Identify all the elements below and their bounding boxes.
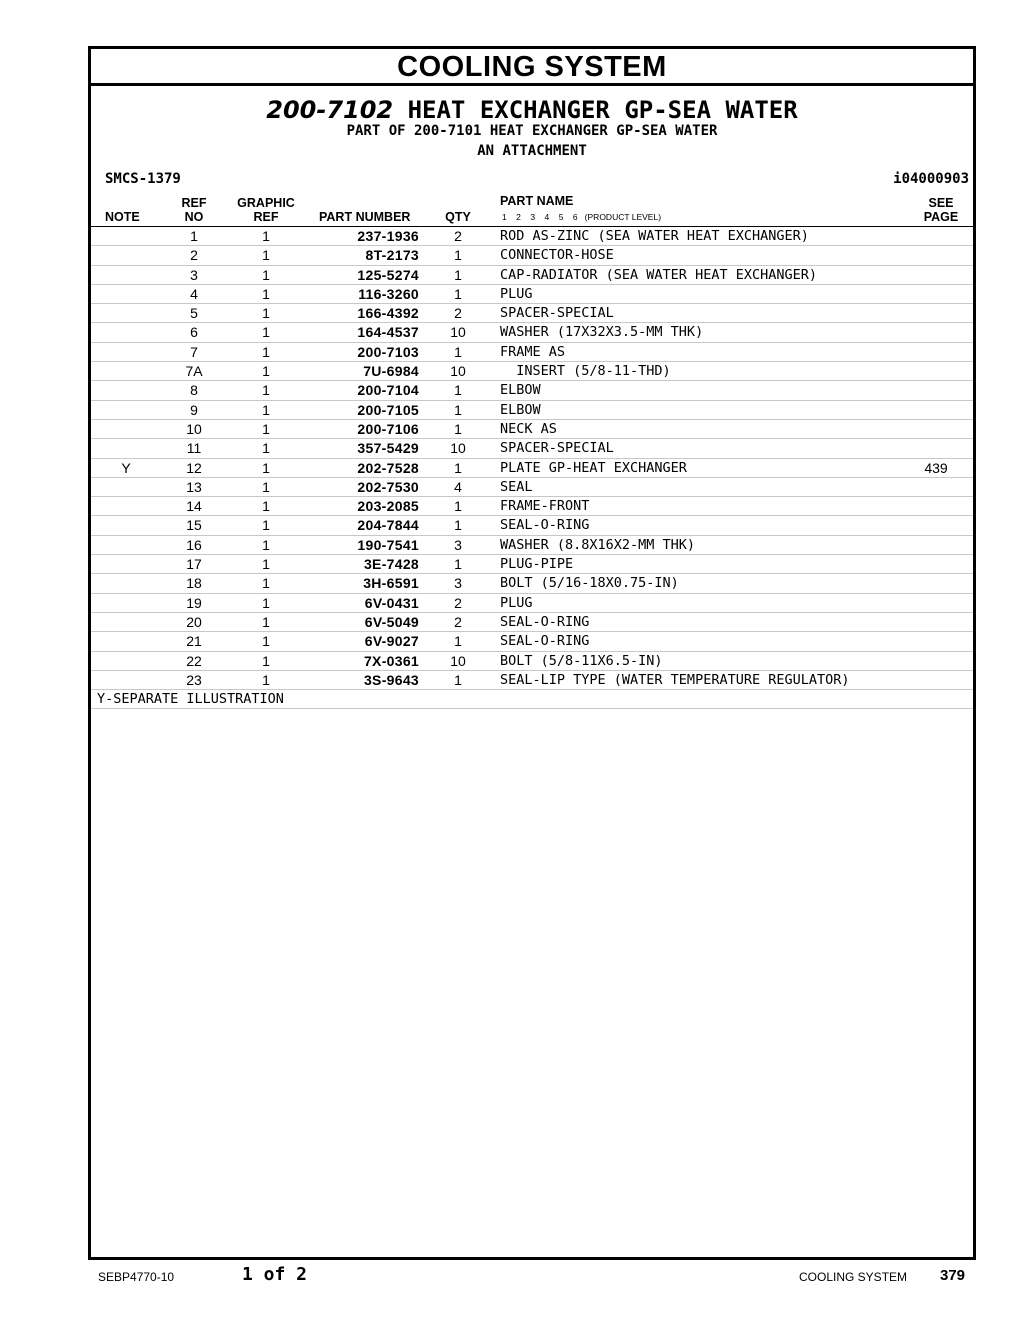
ref-no-cell: 20 xyxy=(186,613,202,630)
page-frame xyxy=(88,46,976,1260)
qty-cell: 3 xyxy=(454,575,462,592)
ref-no-cell: 21 xyxy=(186,633,202,650)
qty-cell: 10 xyxy=(450,363,466,380)
qty-cell: 1 xyxy=(454,343,462,360)
part-number-cell: 3H-6591 xyxy=(363,575,419,592)
table-row xyxy=(91,285,973,304)
part-name-cell: ROD AS-ZINC (SEA WATER HEAT EXCHANGER) xyxy=(500,228,809,244)
ref-no-cell: 2 xyxy=(190,247,198,264)
qty-cell: 1 xyxy=(454,556,462,573)
part-name-cell: INSERT (5/8-11-THD) xyxy=(500,363,671,380)
part-number-cell: 203-2085 xyxy=(357,498,419,515)
ref-no-cell: 5 xyxy=(190,305,198,322)
part-number-cell: 200-7104 xyxy=(357,382,419,399)
graphic-ref-cell: 1 xyxy=(262,633,270,650)
section-title: COOLING SYSTEM xyxy=(91,49,973,86)
graphic-ref-cell: 1 xyxy=(262,556,270,573)
graphic-ref-cell: 1 xyxy=(262,247,270,264)
footer-page-number: 379 xyxy=(940,1267,966,1284)
part-name-cell: PLUG xyxy=(500,285,533,302)
part-number-cell: 6V-0431 xyxy=(364,594,419,611)
part-name-cell: SEAL-O-RING xyxy=(500,633,590,650)
part-name-cell: SEAL xyxy=(500,478,533,495)
qty-cell: 1 xyxy=(454,498,462,515)
col-note: NOTE xyxy=(105,210,140,224)
column-headers xyxy=(91,194,973,227)
part-name-cell: SEAL-O-RING xyxy=(500,517,590,534)
col-product-level: 1 2 3 4 5 6 (PRODUCT LEVEL) xyxy=(502,212,662,222)
col-see-bottom: PAGE xyxy=(923,210,959,224)
part-number-cell: 7U-6984 xyxy=(363,363,419,380)
table-row xyxy=(91,459,973,478)
table-row xyxy=(91,381,973,400)
col-ref-bottom: NO xyxy=(184,210,204,224)
part-name-cell: SEAL-O-RING xyxy=(500,613,590,630)
col-part-name: PART NAME xyxy=(500,194,574,208)
graphic-ref-cell: 1 xyxy=(262,343,270,360)
graphic-ref-cell: 1 xyxy=(262,613,270,630)
table-row xyxy=(91,266,973,285)
table-row xyxy=(91,401,973,420)
ref-no-cell: 3 xyxy=(190,266,198,283)
ref-no-cell: 18 xyxy=(186,575,202,592)
qty-cell: 1 xyxy=(454,633,462,650)
group-title xyxy=(91,96,973,124)
graphic-ref-cell: 1 xyxy=(262,324,270,341)
table-row xyxy=(91,343,973,362)
footer-section: COOLING SYSTEM xyxy=(799,1270,908,1284)
part-number-cell: 125-5274 xyxy=(357,266,419,283)
ref-no-cell: 10 xyxy=(186,420,202,437)
part-name-cell: PLUG xyxy=(500,594,533,611)
table-row xyxy=(91,478,973,497)
qty-cell: 1 xyxy=(454,382,462,399)
table-row xyxy=(91,420,973,439)
part-name-cell: SEAL-LIP TYPE (WATER TEMPERATURE REGULATOR) xyxy=(500,671,850,688)
qty-cell: 10 xyxy=(450,324,466,341)
ref-no-cell: 12 xyxy=(186,459,202,476)
part-name-cell: PLUG-PIPE xyxy=(500,556,574,573)
table-row xyxy=(91,227,973,246)
qty-cell: 1 xyxy=(454,459,462,476)
part-number-cell: 200-7103 xyxy=(357,343,419,360)
table-row xyxy=(91,555,973,574)
ref-no-cell: 1 xyxy=(190,228,198,244)
subtitle-attachment: AN ATTACHMENT xyxy=(477,143,587,159)
part-number-cell: 8T-2173 xyxy=(365,247,419,264)
footer-page-of: 1 of 2 xyxy=(242,1264,308,1285)
subtitle-part-of: PART OF 200-7101 HEAT EXCHANGER GP-SEA WATER xyxy=(346,123,718,139)
table-row xyxy=(91,632,973,651)
table-row xyxy=(91,536,973,555)
page-footer xyxy=(0,1264,1020,1288)
graphic-ref-cell: 1 xyxy=(262,363,270,380)
part-name-cell: BOLT (5/16-18X0.75-IN) xyxy=(500,575,679,592)
ref-no-cell: 16 xyxy=(186,536,202,553)
part-name-cell: FRAME AS xyxy=(500,343,566,360)
part-name-cell: FRAME-FRONT xyxy=(500,498,590,515)
part-number-cell: 164-4537 xyxy=(357,324,419,341)
table-row xyxy=(91,304,973,323)
ref-no-cell: 14 xyxy=(186,498,202,515)
col-graphic-bottom: REF xyxy=(253,210,279,224)
part-number-cell: 357-5429 xyxy=(357,440,419,457)
part-name-cell: ELBOW xyxy=(500,401,541,418)
part-number-cell: 7X-0361 xyxy=(363,652,419,669)
qty-cell: 10 xyxy=(450,440,466,457)
qty-cell: 1 xyxy=(454,517,462,534)
col-qty: QTY xyxy=(445,210,471,224)
part-name-cell: CAP-RADIATOR (SEA WATER HEAT EXCHANGER) xyxy=(500,266,817,283)
illustration-id: i04000903 xyxy=(893,171,969,187)
qty-cell: 4 xyxy=(454,478,462,495)
graphic-ref-cell: 1 xyxy=(262,285,270,302)
part-name-cell: WASHER (17X32X3.5-MM THK) xyxy=(500,324,704,341)
ref-no-cell: 11 xyxy=(186,440,202,457)
part-name-cell: ELBOW xyxy=(500,382,541,399)
smcs-code: SMCS-1379 xyxy=(105,171,181,187)
graphic-ref-cell: 1 xyxy=(262,478,270,495)
table-row xyxy=(91,652,973,671)
graphic-ref-cell: 1 xyxy=(262,266,270,283)
see-page-cell: 439 xyxy=(924,459,948,476)
part-number-cell: 6V-9027 xyxy=(364,633,419,650)
table-row xyxy=(91,671,973,690)
note-cell: Y xyxy=(121,459,131,476)
ref-no-cell: 4 xyxy=(190,285,198,302)
part-number-cell: 166-4392 xyxy=(357,305,419,322)
qty-cell: 1 xyxy=(454,285,462,302)
graphic-ref-cell: 1 xyxy=(262,498,270,515)
ref-no-cell: 7 xyxy=(190,343,198,360)
graphic-ref-cell: 1 xyxy=(262,671,270,688)
ref-no-cell: 8 xyxy=(190,382,198,399)
graphic-ref-cell: 1 xyxy=(262,228,270,244)
ref-no-cell: 15 xyxy=(186,517,202,534)
table-row xyxy=(91,613,973,632)
part-number-cell: 116-3260 xyxy=(358,285,419,302)
ref-no-cell: 7A xyxy=(185,363,203,380)
part-name-cell: CONNECTOR-HOSE xyxy=(500,247,614,264)
qty-cell: 3 xyxy=(454,536,462,553)
qty-cell: 2 xyxy=(454,594,462,611)
footnote: Y-SEPARATE ILLUSTRATION xyxy=(91,690,973,709)
part-number-cell: 3S-9643 xyxy=(363,671,419,688)
part-name-cell: SPACER-SPECIAL xyxy=(500,440,614,457)
graphic-ref-cell: 1 xyxy=(262,440,270,457)
col-graphic-top: GRAPHIC xyxy=(237,196,295,210)
qty-cell: 1 xyxy=(454,247,462,264)
table-row xyxy=(91,323,973,342)
table-row xyxy=(91,516,973,535)
graphic-ref-cell: 1 xyxy=(262,459,270,476)
ref-no-cell: 19 xyxy=(186,594,202,611)
part-name-cell: BOLT (5/8-11X6.5-IN) xyxy=(500,652,663,669)
graphic-ref-cell: 1 xyxy=(262,401,270,418)
ref-no-cell: 6 xyxy=(190,324,198,341)
qty-cell: 1 xyxy=(454,420,462,437)
parts-table xyxy=(91,227,973,709)
part-name-cell: PLATE GP-HEAT EXCHANGER xyxy=(500,459,687,476)
col-part-number: PART NUMBER xyxy=(319,210,411,224)
table-row xyxy=(91,362,973,381)
qty-cell: 10 xyxy=(450,652,466,669)
qty-cell: 1 xyxy=(454,401,462,418)
part-number-cell: 202-7530 xyxy=(357,478,419,495)
qty-cell: 1 xyxy=(454,671,462,688)
part-number-cell: 202-7528 xyxy=(357,459,419,476)
part-name-cell: NECK AS xyxy=(500,420,557,437)
qty-cell: 2 xyxy=(454,613,462,630)
ref-no-cell: 13 xyxy=(186,478,202,495)
part-number-cell: 237-1936 xyxy=(357,228,419,244)
part-number-cell: 3E-7428 xyxy=(363,556,419,573)
col-see-top: SEE xyxy=(928,196,954,210)
graphic-ref-cell: 1 xyxy=(262,575,270,592)
part-number-cell: 190-7541 xyxy=(357,536,419,553)
graphic-ref-cell: 1 xyxy=(262,420,270,437)
part-number-cell: 200-7106 xyxy=(357,420,419,437)
part-number-cell: 200-7105 xyxy=(357,401,419,418)
graphic-ref-cell: 1 xyxy=(262,305,270,322)
ref-no-cell: 9 xyxy=(190,401,198,418)
group-title-text: HEAT EXCHANGER GP-SEA WATER xyxy=(407,96,798,124)
graphic-ref-cell: 1 xyxy=(262,517,270,534)
part-name-cell: SPACER-SPECIAL xyxy=(500,305,614,322)
part-number-cell: 6V-5049 xyxy=(364,613,419,630)
table-row xyxy=(91,594,973,613)
col-ref-top: REF xyxy=(181,196,207,210)
group-part-number: 200-7102 xyxy=(266,96,394,124)
graphic-ref-cell: 1 xyxy=(262,594,270,611)
qty-cell: 1 xyxy=(454,266,462,283)
ref-no-cell: 23 xyxy=(186,671,202,688)
footer-doc-id: SEBP4770-10 xyxy=(98,1270,175,1284)
table-row xyxy=(91,246,973,265)
qty-cell: 2 xyxy=(454,228,462,244)
qty-cell: 2 xyxy=(454,305,462,322)
header-block xyxy=(91,86,973,187)
ref-no-cell: 22 xyxy=(186,652,202,669)
table-row xyxy=(91,574,973,593)
graphic-ref-cell: 1 xyxy=(262,652,270,669)
graphic-ref-cell: 1 xyxy=(262,382,270,399)
part-name-cell: WASHER (8.8X16X2-MM THK) xyxy=(500,536,696,553)
graphic-ref-cell: 1 xyxy=(262,536,270,553)
table-row xyxy=(91,497,973,516)
part-number-cell: 204-7844 xyxy=(357,517,419,534)
ref-no-cell: 17 xyxy=(186,556,202,573)
table-row xyxy=(91,439,973,458)
